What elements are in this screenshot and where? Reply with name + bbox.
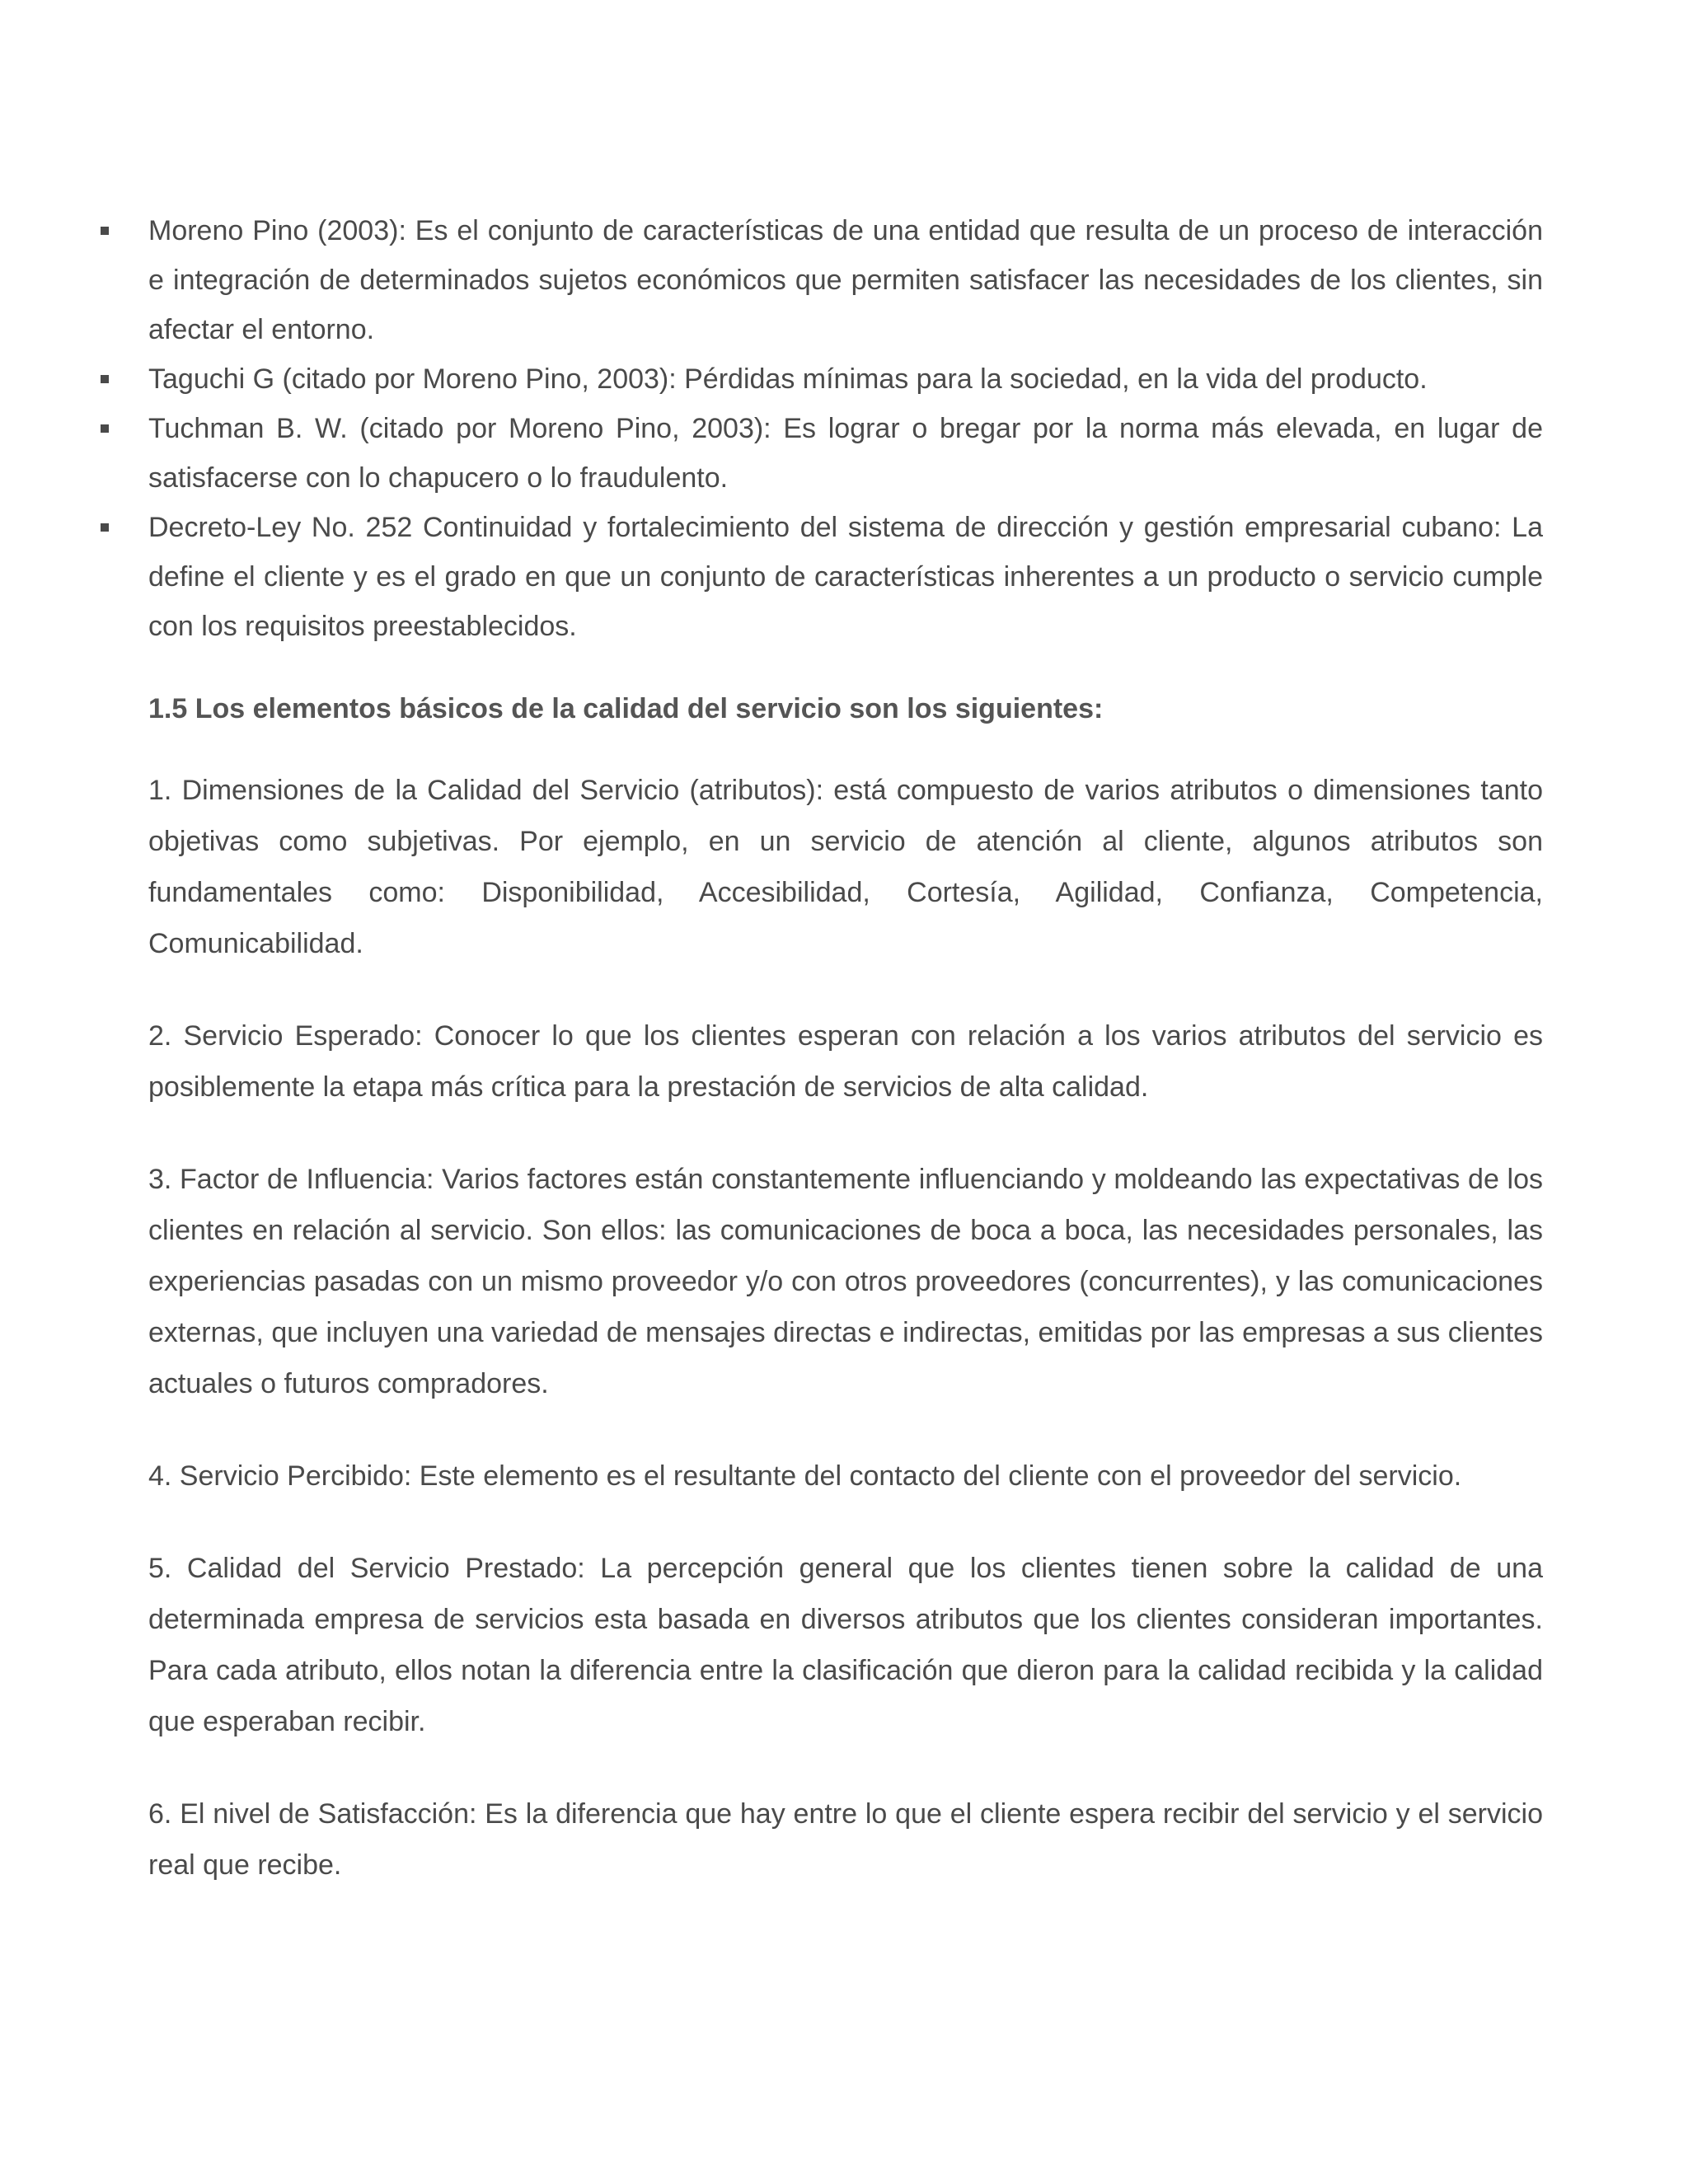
paragraph-factor-influencia: 3. Factor de Influencia: Varios factores están constantemente influenciando y moldeando las expectativas de los clientes en relación al servicio. Son ellos: las comunicaciones de boca a boca, las necesidades personales, las experiencias pasadas con un mismo proveedor y/o con otros proveedores (concurrentes), y las comunicaciones externas, que incluyen una variedad de mensajes directas e indirectas, emitidas por las empresas a sus clientes actuales o futuros compradores. [148,1164,1543,1399]
list-item [99,404,1543,503]
list-item-text: Moreno Pino (2003): Es el conjunto de características de una entidad que resulta de un proceso de interacción e integración de determinados sujetos económicos que permiten satisfacer las necesidades de los clientes, sin afectar el entorno. [148,215,1543,345]
list-item [99,354,1543,404]
paragraph-nivel-satisfaccion: 6. El nivel de Satisfacción: Es la diferencia que hay entre lo que el cliente espera recibir del servicio y el servicio real que recibe. [148,1798,1543,1881]
section-heading: 1.5 Los elementos básicos de la calidad del servicio son los siguientes: [148,693,1104,724]
square-bullet-icon [101,375,109,383]
paragraph-servicio-esperado: 2. Servicio Esperado: Conocer lo que los clientes esperan con relación a los varios atributos del servicio es posiblemente la etapa más crítica para la prestación de servicios de alta calidad. [148,1020,1543,1103]
definitions-list [99,206,1543,651]
square-bullet-icon [101,523,109,532]
list-item-text: Tuchman B. W. (citado por Moreno Pino, 2003): Es lograr o bregar por la norma más elevada, en lugar de satisfacerse con lo chapucero o lo fraudulento. [148,413,1543,494]
list-item [99,503,1543,651]
paragraph-calidad-prestado: 5. Calidad del Servicio Prestado: La percepción general que los clientes tienen sobre la calidad de una determinada empresa de servicios esta basada en diversos atributos que los clientes consideran importantes. Para cada atributo, ellos notan la diferencia entre la clasificación que dieron para la calidad recibida y la calidad que esperaban recibir. [148,1553,1543,1737]
paragraph-servicio-percibido: 4. Servicio Percibido: Este elemento es el resultante del contacto del cliente con el proveedor del servicio. [148,1460,1462,1492]
section-content [148,688,1543,1932]
list-item-text: Decreto-Ley No. 252 Continuidad y fortalecimiento del sistema de dirección y gestión empresarial cubano: La define el cliente y es el grado en que un conjunto de características inherentes a un producto o servicio cumple con los requisitos preestablecidos. [148,512,1543,642]
list-item-text: Taguchi G (citado por Moreno Pino, 2003): Pérdidas mínimas para la sociedad, en la vida del producto. [148,363,1428,395]
square-bullet-icon [101,424,109,433]
list-item [99,206,1543,354]
paragraph-dimensiones: 1. Dimensiones de la Calidad del Servicio (atributos): está compuesto de varios atributos o dimensiones tanto objetivas como subjetivas. Por ejemplo, en un servicio de atención al cliente, algunos atributos son fundamentales como: Disponibilidad, Accesibilidad, Cortesía, Agilidad, Confianza, Competencia, Comunicabilidad. [148,775,1543,959]
square-bullet-icon [101,227,109,235]
